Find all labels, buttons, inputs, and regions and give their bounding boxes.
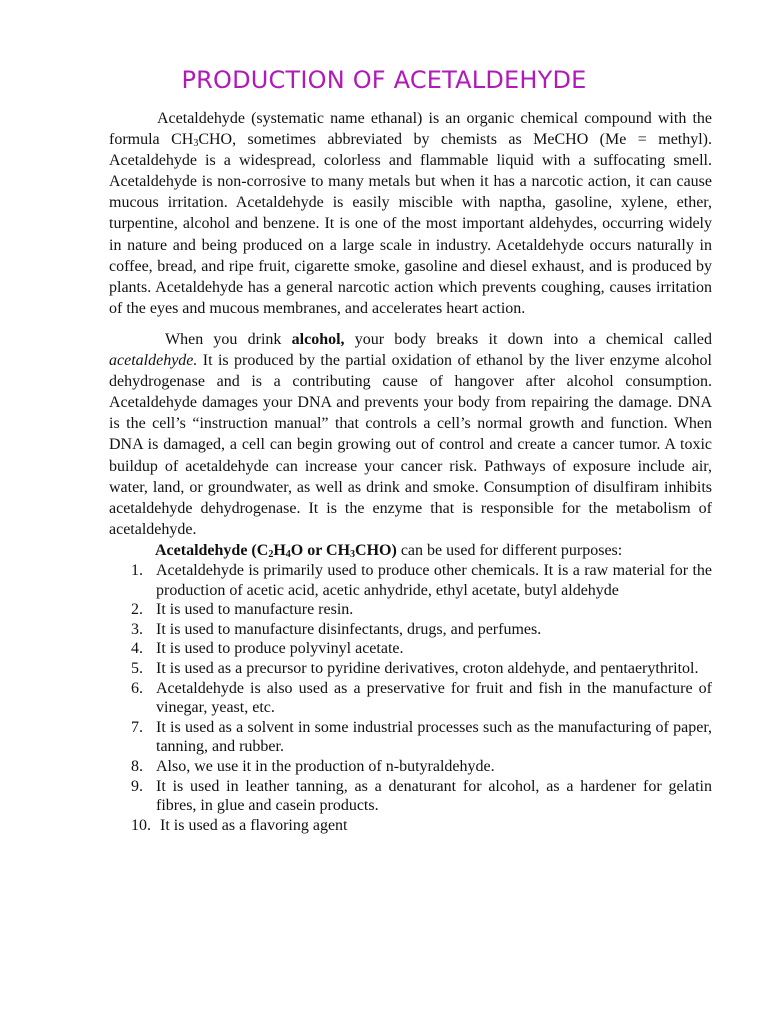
list-number: 4. <box>131 640 143 658</box>
list-number: 6. <box>131 679 143 697</box>
list-item-text: Acetaldehyde is also used as a preservative for fruit and fish in the manufacture of vinegar, yeast, etc. <box>156 679 712 717</box>
list-item-text: Also, we use it in the production of n-butyraldehyde. <box>156 757 495 775</box>
list-item <box>109 659 712 679</box>
list-number: 7. <box>131 718 143 736</box>
list-item-text: It is used as a solvent in some industrial processes such as the manufacturing of paper, tanning, and rubber. <box>156 718 712 756</box>
list-item <box>109 561 712 600</box>
alcohol-text-part: your body breaks it down into a chemical called <box>344 330 712 348</box>
list-item <box>109 816 712 836</box>
list-item-text: It is used in leather tanning, as a denaturant for alcohol, as a hardener for gelatin fibres, in glue and casein products. <box>156 777 712 815</box>
uses-intro-text: can be used for different purposes: <box>396 541 623 559</box>
list-item-text: It is used to manufacture disinfectants, drugs, and perfumes. <box>156 620 542 638</box>
list-item <box>109 620 712 640</box>
list-number: 1. <box>131 561 143 579</box>
list-number: 5. <box>131 659 143 677</box>
uses-list <box>109 561 712 835</box>
list-number: 2. <box>131 601 143 619</box>
formula-part: O or CH <box>290 541 351 559</box>
list-number: 9. <box>131 777 143 795</box>
list-item-text: It is used to produce polyvinyl acetate. <box>156 640 404 658</box>
subscript: 2 <box>268 548 274 560</box>
list-item-text: It is used to manufacture resin. <box>156 601 354 619</box>
alcohol-text-part: It is produced by the partial oxidation of ethanol by the liver enzyme alcohol dehydrogenase and is a contributing cause of hangover after alcohol consumption. Acetaldehyde damages your DNA and prevents your body from repairing the damage. DNA is the cell’s “instruction manual” that controls a cell’s normal growth and function. When DNA is damaged, a cell can begin growing out of control and create a cancer tumor. A toxic buildup of acetaldehyde can increase your cancer risk. Pathways of exposure include air, water, land, or groundwater, as well as drink and smoke. Consumption of disulfiram inhibits acetaldehyde dehydrogenase. It is the enzyme that is responsible for the metabolism of acetaldehyde. <box>109 352 712 538</box>
list-number: 8. <box>131 757 143 775</box>
italic-term: acetaldehyde. <box>109 352 198 370</box>
formula-part: Acetaldehyde (C <box>155 541 269 559</box>
subscript: 3 <box>193 138 199 150</box>
formula-part: CHO) <box>355 541 397 559</box>
subscript: 3 <box>350 548 356 560</box>
list-item <box>109 718 712 757</box>
list-item <box>109 679 712 718</box>
list-item <box>109 777 712 816</box>
list-item <box>109 639 712 659</box>
list-item <box>109 600 712 620</box>
list-item-text: It is used as a flavoring agent <box>160 816 348 834</box>
list-item-text: Acetaldehyde is primarily used to produce other chemicals. It is a raw material for the production of acetic acid, acetic anhydride, ethyl acetate, butyl aldehyde <box>156 561 712 599</box>
page-title: PRODUCTION OF ACETALDEHYDE <box>181 66 587 94</box>
bold-term: alcohol, <box>291 330 345 348</box>
list-number: 10. <box>131 816 151 834</box>
intro-paragraph <box>109 108 712 319</box>
list-number: 3. <box>131 620 143 638</box>
formula-heading <box>155 542 397 559</box>
intro-text-part: CHO, sometimes abbreviated by chemists as MeCHO (Me = methyl). Acetaldehyde is a widespread, colorless and flammable liquid with a suffocating smell. Acetaldehyde is non-corrosive to many metals but when it has a narcotic action, it can cause mucous irritation. Acetaldehyde is easily miscible with naptha, gasoline, xylene, ether, turpentine, alcohol and benzene. It is one of the most important aldehydes, occurring widely in nature and being produced on a large scale in industry. Acetaldehyde occurs naturally in coffee, bread, and ripe fruit, cigarette smoke, gasoline and diesel exhaust, and is produced by plants. Acetaldehyde has a general narcotic action which prevents coughing, causes irritation of the eyes and mucous membranes, and accelerates heart action. <box>109 131 713 317</box>
list-item-text: It is used as a precursor to pyridine derivatives, croton aldehyde, and pentaerythritol. <box>156 659 699 677</box>
formula-part: H <box>273 541 286 559</box>
alcohol-paragraph <box>109 329 712 540</box>
uses-intro <box>109 540 712 561</box>
document-body <box>109 108 712 835</box>
intro-text-part: Acetaldehyde (systematic name ethanal) is an organic chemical compound with the formula CH <box>109 110 712 149</box>
list-item <box>109 757 712 777</box>
alcohol-text-part: When you drink <box>165 330 292 348</box>
subscript: 4 <box>285 548 291 560</box>
